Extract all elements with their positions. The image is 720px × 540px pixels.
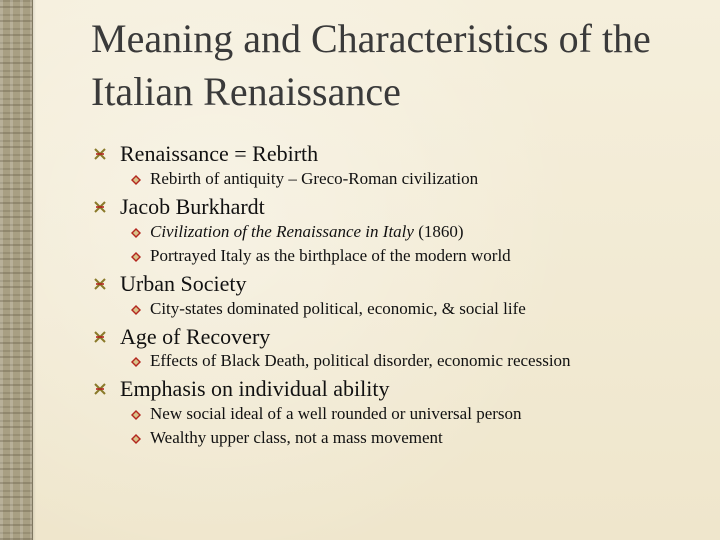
sub-bullet-universal-person: New social ideal of a well rounded or universal person: [150, 404, 522, 423]
diamond-bullet-icon: [131, 175, 141, 185]
bullet-heading-urban-society: Urban Society: [120, 271, 247, 296]
slide-title: Meaning and Characteristics of the Italian Renaissance: [91, 16, 651, 114]
diamond-bullet-icon: [131, 434, 141, 444]
sub-bullet-city-states: City-states dominated political, economic, & social life: [150, 299, 526, 318]
diamond-bullet-icon: [131, 252, 141, 262]
book-year: (1860): [413, 222, 464, 241]
book-title: Civilization of the Renaissance in Italy: [150, 222, 414, 241]
bullet-heading-individual-ability: Emphasis on individual ability: [120, 376, 390, 401]
sub-bullet-effects-black-death: Effects of Black Death, political disorder, economic recession: [150, 351, 571, 370]
decorative-side-strip: [0, 0, 33, 540]
diamond-bullet-icon: [131, 410, 141, 420]
diamond-bullet-icon: [131, 357, 141, 367]
crossed-quills-bullet-icon: [93, 330, 107, 344]
sub-bullet-civilization-book: [150, 222, 464, 242]
diamond-bullet-icon: [131, 305, 141, 315]
crossed-quills-bullet-icon: [93, 200, 107, 214]
crossed-quills-bullet-icon: [93, 277, 107, 291]
bullet-heading-renaissance-rebirth: Renaissance = Rebirth: [120, 141, 319, 166]
bullet-heading-age-of-recovery: Age of Recovery: [120, 324, 271, 349]
sub-bullet-portrayed-italy: Portrayed Italy as the birthplace of the modern world: [150, 246, 511, 265]
sub-bullet-wealthy-upper-class: Wealthy upper class, not a mass movement: [150, 428, 443, 447]
sub-bullet-rebirth-antiquity: Rebirth of antiquity – Greco-Roman civilization: [150, 169, 479, 188]
crossed-quills-bullet-icon: [93, 382, 107, 396]
bullet-heading-jacob-burkhardt: Jacob Burkhardt: [120, 194, 265, 219]
diamond-bullet-icon: [131, 228, 141, 238]
crossed-quills-bullet-icon: [93, 147, 107, 161]
